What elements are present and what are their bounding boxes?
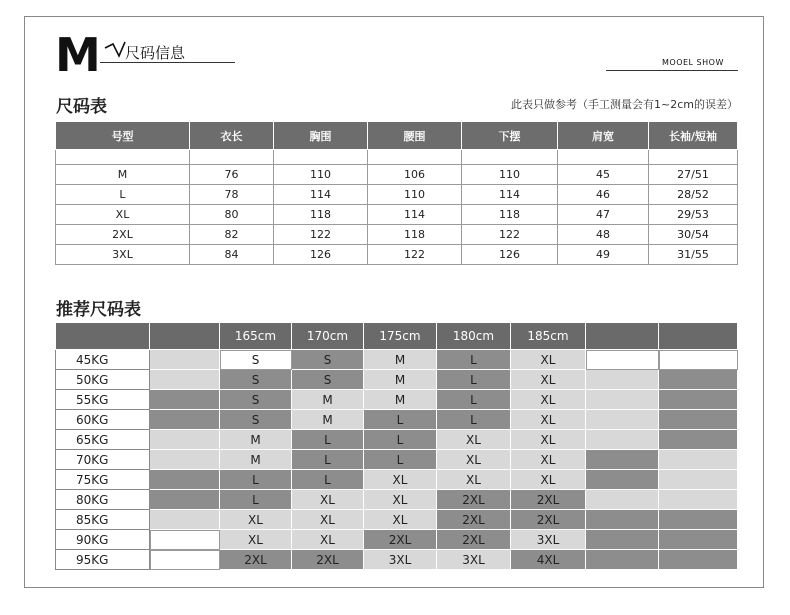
size-cell: 4XL [511,550,586,570]
right-rule [606,70,738,71]
size-cell: M [364,390,437,410]
size-cell [659,450,738,470]
table-cell: 46 [558,185,649,205]
recommend-chart-title: 推荐尺码表 [56,300,141,320]
table-row [56,470,738,490]
table-cell: 27/51 [649,165,738,185]
size-cell: L [364,410,437,430]
size-col-header: 号型 [56,122,190,150]
size-cell: XL [292,490,364,510]
size-cell: 2XL [437,530,511,550]
size-cell: L [220,490,292,510]
table-cell: 114 [368,205,462,225]
table-row [56,185,738,205]
size-cell: XL [437,470,511,490]
height-header: 165cm [220,323,292,350]
size-col-header: 腰围 [368,122,462,150]
size-cell: XL [511,370,586,390]
table-cell [368,150,462,165]
size-cell: L [364,430,437,450]
size-cell: 2XL [292,550,364,570]
size-cell [659,410,738,430]
size-cell [659,470,738,490]
size-cell: 2XL [220,550,292,570]
size-cell [586,430,659,450]
table-cell: 47 [558,205,649,225]
size-cell: M [364,370,437,390]
table-cell: 106 [368,165,462,185]
size-cell [150,410,220,430]
table-cell: 122 [274,225,368,245]
table-cell: 122 [462,225,558,245]
size-cell: XL [292,510,364,530]
table-row [56,410,738,430]
size-cell: L [292,470,364,490]
table-cell: 2XL [56,225,190,245]
size-cell: XL [437,450,511,470]
size-cell: 2XL [364,530,437,550]
table-row [56,225,738,245]
table-cell [649,150,738,165]
table-row [56,490,738,510]
size-cell [150,530,220,550]
weight-label: 65KG [56,430,150,450]
table-cell: 82 [190,225,274,245]
table-row [56,245,738,265]
height-header: 175cm [364,323,437,350]
header-underline [100,62,235,63]
size-cell: XL [511,350,586,370]
size-cell [150,430,220,450]
table-row [56,550,738,570]
weight-label: 50KG [56,370,150,390]
size-cell: M [292,410,364,430]
table-cell: 118 [462,205,558,225]
size-cell [150,510,220,530]
size-cell: 2XL [437,510,511,530]
size-cell: L [437,350,511,370]
height-header [659,323,738,350]
table-cell: 122 [368,245,462,265]
table-cell: 49 [558,245,649,265]
size-cell [150,490,220,510]
table-row-blank [56,150,738,165]
size-col-header: 肩宽 [558,122,649,150]
size-cell: L [364,450,437,470]
size-cell: L [437,410,511,430]
size-cell [150,550,220,570]
size-cell: XL [511,470,586,490]
size-cell: S [220,390,292,410]
table-cell: L [56,185,190,205]
size-cell [659,510,738,530]
height-header: 170cm [292,323,364,350]
size-cell [586,530,659,550]
size-cell: 2XL [437,490,511,510]
size-cell: S [220,350,292,370]
size-cell: M [364,350,437,370]
size-cell: XL [220,530,292,550]
table-cell: 80 [190,205,274,225]
table-cell: 118 [274,205,368,225]
size-cell: 2XL [511,490,586,510]
table-cell: 114 [462,185,558,205]
size-cell [659,350,738,370]
size-cell: M [292,390,364,410]
size-cell: XL [364,510,437,530]
size-cell: 3XL [511,530,586,550]
table-cell: 114 [274,185,368,205]
weight-label: 95KG [56,550,150,570]
table-cell: 29/53 [649,205,738,225]
size-cell: L [220,470,292,490]
table-cell [56,150,190,165]
table-cell: 31/55 [649,245,738,265]
size-cell [150,370,220,390]
model-show-label: MOOEL SHOW [662,58,724,67]
size-chart-title: 尺码表 [56,97,107,117]
size-cell [659,430,738,450]
size-cell [659,490,738,510]
height-header: 185cm [511,323,586,350]
size-cell [586,410,659,430]
size-col-header: 下摆 [462,122,558,150]
height-header [586,323,659,350]
table-row [56,510,738,530]
size-cell: XL [511,390,586,410]
size-cell [586,450,659,470]
size-cell: M [220,430,292,450]
size-cell [586,550,659,570]
table-cell: M [56,165,190,185]
height-header: 180cm [437,323,511,350]
table-cell: 45 [558,165,649,185]
size-cell [586,470,659,490]
size-cell: S [220,410,292,430]
table-cell: 110 [462,165,558,185]
table-cell: 118 [368,225,462,245]
table-cell: 126 [274,245,368,265]
table-row [56,370,738,390]
weight-label: 70KG [56,450,150,470]
size-cell: XL [511,450,586,470]
size-cell: XL [220,510,292,530]
table-row [56,530,738,550]
table-row [56,350,738,370]
weight-label: 80KG [56,490,150,510]
size-cell [150,350,220,370]
weight-label: 90KG [56,530,150,550]
table-cell: 78 [190,185,274,205]
size-cell [659,390,738,410]
table-cell: 30/54 [649,225,738,245]
size-cell [586,390,659,410]
size-cell: S [220,370,292,390]
size-cell: L [437,390,511,410]
page-title: 尺码信息 [125,44,186,62]
weight-label: 60KG [56,410,150,430]
size-cell: 3XL [364,550,437,570]
table-cell: 48 [558,225,649,245]
size-cell: L [292,450,364,470]
table-row [56,390,738,410]
table-cell [190,150,274,165]
table-row [56,450,738,470]
size-col-header: 长袖/短袖 [649,122,738,150]
table-cell: 110 [368,185,462,205]
table-row [56,430,738,450]
weight-label: 45KG [56,350,150,370]
weight-label: 85KG [56,510,150,530]
table-cell [558,150,649,165]
size-col-header: 胸围 [274,122,368,150]
table-row [56,205,738,225]
height-header [150,323,220,350]
size-cell [586,370,659,390]
size-chart-table [55,121,738,265]
weight-label: 55KG [56,390,150,410]
weight-label: 75KG [56,470,150,490]
size-cell: XL [511,410,586,430]
size-cell [150,470,220,490]
size-cell: XL [437,430,511,450]
table-cell: 28/52 [649,185,738,205]
size-cell [659,550,738,570]
size-cell: 3XL [437,550,511,570]
corner-header [56,323,150,350]
table-cell: 3XL [56,245,190,265]
table-cell: 126 [462,245,558,265]
size-cell: XL [292,530,364,550]
size-cell: XL [511,430,586,450]
size-cell [659,530,738,550]
size-cell: XL [364,490,437,510]
size-cell [150,450,220,470]
size-cell: 2XL [511,510,586,530]
table-cell [462,150,558,165]
size-cell [150,390,220,410]
size-cell [586,510,659,530]
table-cell: 110 [274,165,368,185]
size-cell: M [220,450,292,470]
table-cell: 76 [190,165,274,185]
table-cell [274,150,368,165]
table-cell: 84 [190,245,274,265]
size-cell: L [292,430,364,450]
size-cell [586,490,659,510]
size-col-header: 衣长 [190,122,274,150]
size-cell: S [292,370,364,390]
table-row [56,165,738,185]
recommend-chart-table [55,322,738,570]
size-cell: L [437,370,511,390]
size-cell: S [292,350,364,370]
table-cell: XL [56,205,190,225]
size-cell [586,350,659,370]
size-letter: M [55,28,100,82]
measurement-note: 此表只做参考（手工测量会有1~2cm的误差） [511,98,738,111]
size-cell: XL [364,470,437,490]
size-cell [659,370,738,390]
